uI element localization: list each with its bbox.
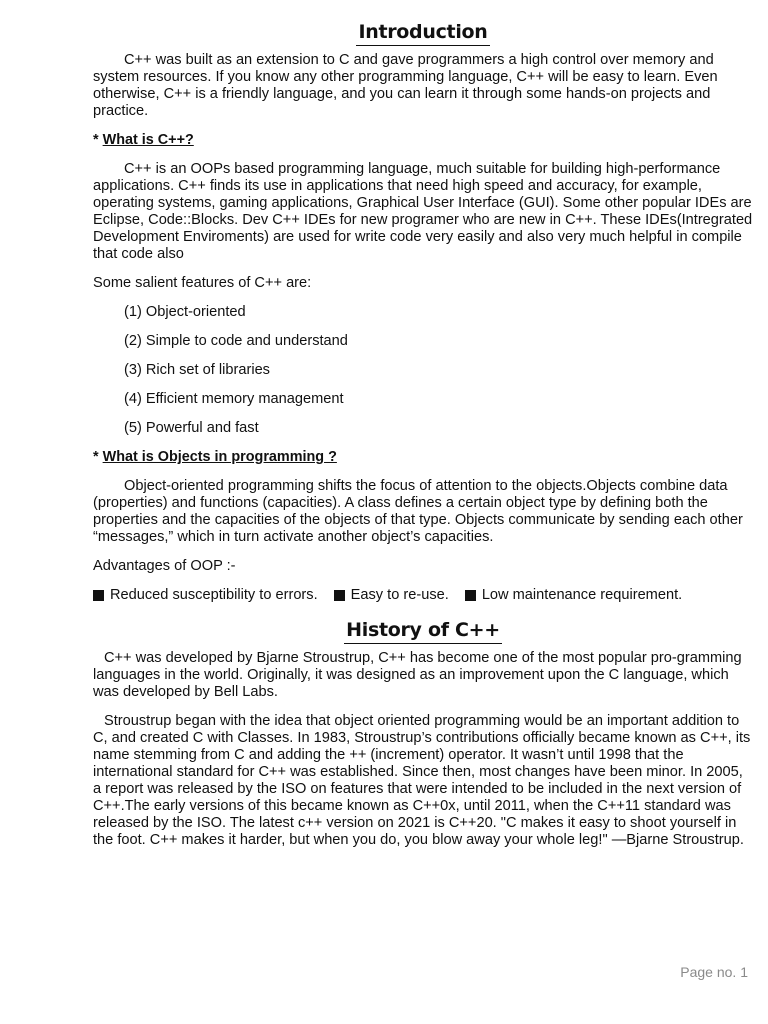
list-item: (4) Efficient memory management <box>124 391 344 407</box>
what-is-cpp-paragraph: C++ is an OOPs based programming language, much suitable for building high-performance applications. C++ finds its use in applications that need high speed and accuracy, for example, operating systems, gaming applications, Graphical User Interface (GUI). Some other popular IDEs are Eclipse, Code::Blocks. Dev C++ IDEs for new programer who are new in C++. These IDEs(Intregrated Development Enviroments) are used for write code very easily and also very much helpful in compile that code also <box>93 161 753 262</box>
square-bullet-icon <box>334 590 345 601</box>
document-page <box>93 18 753 849</box>
list-item: (1) Object-oriented <box>124 304 246 320</box>
history-paragraph-2: Stroustrup began with the idea that object oriented programming would be an important addition to C, and created C with Classes. In 1983, Stroustrup’s contributions officially became known as C++, its name stemming from C and adding the ++ (increment) operator. It wasn’t until 1998 that the international standard for C++ was established. Since then, most changes have been minor. In 2005, a report was released by the ISO on features that were intended to be included in the next version of C++.The early versions of this became known as C++0x, until 2011, when the C++11 standard was released by the ISO. The latest c++ version on 2021 is C++20. "C makes it easy to shoot yourself in the foot. C++ makes it harder, but when you do, you blow away your whole leg!" —Bjarne Stroustrup. <box>93 713 751 848</box>
list-item <box>334 587 449 604</box>
square-bullet-icon <box>465 590 476 601</box>
list-item: (5) Powerful and fast <box>124 420 259 436</box>
advantages-list <box>93 587 753 604</box>
features-intro: Some salient features of C++ are: <box>93 275 312 291</box>
advantages-label: Advantages of OOP :- <box>93 558 236 574</box>
heading-bullet: * <box>93 449 103 465</box>
objects-heading <box>93 449 753 466</box>
objects-heading-text: What is Objects in programming ? <box>102 449 337 465</box>
intro-paragraph: C++ was built as an extension to C and gave programmers a high control over memory and system resources. If you know any other programming language, C++ will be easy to learn. Even otherwise, C++ is a friendly language, and you can learn it through some hands-on projects and practice. <box>93 52 718 119</box>
features-list <box>93 304 753 437</box>
intro-title <box>93 18 753 46</box>
page-number: Page no. 1 <box>680 964 748 980</box>
list-item: (3) Rich set of libraries <box>124 362 270 378</box>
square-bullet-icon <box>93 590 104 601</box>
advantage-text: Low maintenance requirement. <box>481 587 683 603</box>
advantage-text: Reduced susceptibility to errors. <box>110 587 318 603</box>
heading-bullet: * <box>93 132 103 148</box>
history-title-text: History of C++ <box>344 618 502 644</box>
history-paragraph-1: C++ was developed by Bjarne Stroustrup, C++ has become one of the most popular pro-gramming languages in the world. Originally, it was designed as an improvement upon the C language, which was developed by Bell Labs. <box>93 650 742 700</box>
list-item <box>465 587 682 604</box>
objects-paragraph: Object-oriented programming shifts the focus of attention to the objects.Objects combine data (properties) and functions (capacities). A class defines a certain object type by defining both the properties and the capacities of the objects of that type. Objects communicate by sending each other “messages,” which in turn activate another object’s capacities. <box>93 478 743 545</box>
list-item: (2) Simple to code and understand <box>124 333 348 349</box>
what-is-cpp-heading <box>93 132 753 149</box>
list-item <box>93 587 318 604</box>
what-is-cpp-heading-text: What is C++? <box>102 132 194 148</box>
intro-title-text: Introduction <box>356 20 489 46</box>
advantage-text: Easy to re-use. <box>350 587 449 603</box>
history-title <box>93 616 753 644</box>
